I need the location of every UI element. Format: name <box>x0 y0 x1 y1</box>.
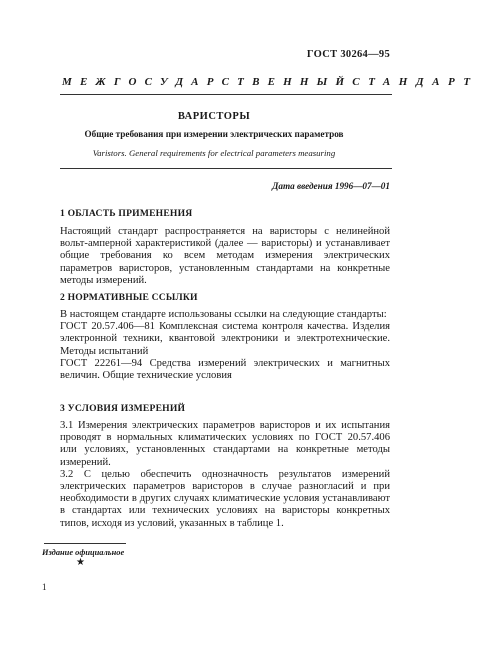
section-3-paragraph-1: 3.1 Измерения электрических параметров варисторов и их испытания проводят в нормальных климатических условиях по ГОСТ 20.57.406 или условиях, установленных стандартами на конкретные методы измерений. <box>60 420 390 468</box>
document-code: ГОСТ 30264—95 <box>306 49 390 60</box>
section-2-paragraph-1: В настоящем стандарте использованы ссылки на следующие стандарты: <box>60 309 387 320</box>
section-1-body <box>60 226 390 287</box>
document-title: ВАРИСТОРЫ <box>177 111 251 122</box>
banner-word-interstate: МЕЖГОСУДАРСТВЕННЫЙ <box>62 76 353 88</box>
standard-banner <box>62 76 479 88</box>
document-subtitle: Общие требования при измерении электрических параметров <box>84 129 344 139</box>
banner-rule <box>60 94 392 95</box>
section-1-paragraph: Настоящий стандарт распространяется на варисторы с нелинейной вольт-амперной характеристикой (далее — варисторы) и устанавливает общие требования ко всем методам измерения электрических параметров варисторов, установленным стандартами на конкретные методы измерений. <box>60 226 390 286</box>
section-3-paragraph-2: 3.2 С целью обеспечить однозначность результатов измерений электрических параметров варисторов в случае разногласий и при необходимости в других случаях климатические условия устанавливают в стандартах или технических условиях на варисторы конкретных типов, исходя из условий, указанных в таблице 1. <box>60 468 390 529</box>
section-2-paragraph-2: ГОСТ 20.57.406—81 Комплексная система контроля качества. Изделия электронной техники, квантовой электроники и электротехнические. Методы испытаний <box>60 321 390 357</box>
banner-word-standard: СТАНДАРТ <box>352 76 479 88</box>
title-rule <box>60 168 392 169</box>
section-2-paragraph-3: ГОСТ 22261—94 Средства измерений электрических и магнитных величин. Общие технические условия <box>60 357 390 382</box>
star-icon: ★ <box>76 557 85 568</box>
section-3-heading: 3 УСЛОВИЯ ИЗМЕРЕНИЙ <box>60 403 186 414</box>
section-2-body <box>60 309 390 382</box>
footer-rule <box>44 543 126 544</box>
official-edition-label: Издание официальное <box>42 548 125 557</box>
page-number: 1 <box>42 582 47 592</box>
effective-date: Дата введения 1996—07—01 <box>272 181 390 191</box>
section-2-heading: 2 НОРМАТИВНЫЕ ССЫЛКИ <box>60 292 198 303</box>
section-1-heading: 1 ОБЛАСТЬ ПРИМЕНЕНИЯ <box>60 208 193 219</box>
english-title: Varistors. General requirements for electrical parameters measuring <box>92 148 336 158</box>
section-3-body <box>60 420 390 530</box>
